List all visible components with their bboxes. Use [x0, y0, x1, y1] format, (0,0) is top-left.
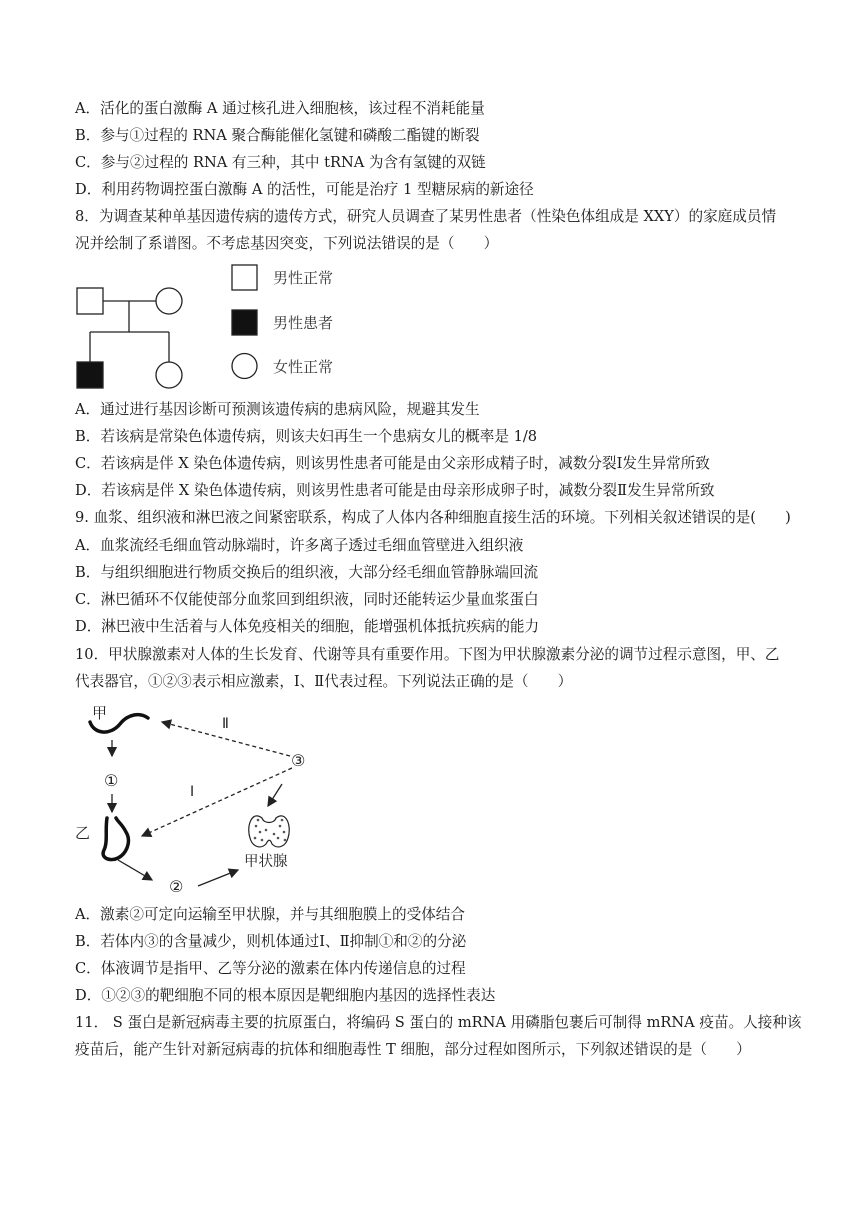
q7-option-c: C．参与②过程的 RNA 有三种，其中 tRNA 为含有氢键的双链: [75, 154, 486, 171]
q10-stem-line-1: 10．甲状腺激素对人体的生长发育、代谢等具有重要作用。下图为甲状腺激素分泌的调节过程示意图，甲、乙: [75, 646, 780, 663]
q8-option-c: C．若该病是伴 X 染色体遗传病，则该男性患者可能是由父亲形成精子时，减数分裂Ⅰ发生异常所致: [75, 455, 710, 472]
q10-option-c: C．体液调节是指甲、乙等分泌的激素在体内传递信息的过程: [75, 960, 466, 977]
q8-option-d: D．若该病是伴 X 染色体遗传病，则该男性患者可能是由母亲形成卵子时，减数分裂Ⅱ发生异常所致: [75, 482, 715, 499]
q8-stem-line-1: 8．为调查某种单基因遗传病的遗传方式，研究人员调查了某男性患者（性染色体组成是 XXY）的家庭成员情: [75, 208, 777, 225]
legend-male-affected-label: 男性患者: [273, 314, 334, 332]
legend-male-normal-label: 男性正常: [273, 269, 334, 287]
organ-a-label: 甲: [92, 704, 108, 722]
q8-option-b: B．若该病是常染色体遗传病，则该夫妇再生一个患病女儿的概率是 1/8: [75, 428, 538, 445]
q10-option-d: D．①②③的靶细胞不同的根本原因是靶细胞内基因的选择性表达: [75, 987, 496, 1004]
q9-option-c: C．淋巴循环不仅能使部分血浆回到组织液，同时还能转运少量血浆蛋白: [75, 591, 539, 608]
pedigree-chart: [70, 258, 370, 394]
hormone-3-label: ③: [291, 751, 306, 770]
legend-female-normal-symbol: [232, 354, 257, 379]
q9-option-b: B．与组织细胞进行物质交换后的组织液，大部分经毛细血管静脉端回流: [75, 564, 539, 581]
q11-stem-line-2: 疫苗后，能产生针对新冠病毒的抗体和细胞毒性 T 细胞，部分过程如图所示，下列叙述错误的是（ ）: [75, 1041, 751, 1058]
q7-option-a: A．活化的蛋白激酶 A 通过核孔进入细胞核，该过程不消耗能量: [75, 100, 485, 117]
q7-option-b: B．参与①过程的 RNA 聚合酶能催化氢键和磷酸二酯键的断裂: [75, 127, 480, 144]
legend-male-affected-symbol: [232, 310, 257, 335]
q10-stem-line-2: 代表器官，①②③表示相应激素，Ⅰ、Ⅱ代表过程。下列说法正确的是（ ）: [75, 673, 573, 690]
thyroid-label: 甲状腺: [244, 854, 288, 870]
q9-option-a: A．血浆流经毛细血管动脉端时，许多离子透过毛细血管壁进入组织液: [75, 537, 524, 554]
process-1-label: Ⅰ: [190, 784, 195, 800]
legend-female-normal-label: 女性正常: [273, 358, 334, 376]
q9-option-d: D．淋巴液中生活着与人体免疫相关的细胞，能增强机体抵抗疾病的能力: [75, 618, 540, 635]
hormone-2-label: ②: [169, 877, 184, 896]
son-male-affected-symbol: [77, 362, 103, 388]
q10-option-a: A．激素②可定向运输至甲状腺，并与其细胞膜上的受体结合: [75, 906, 465, 923]
organ-b-label: 乙: [75, 824, 91, 842]
mother-female-normal-symbol: [156, 288, 182, 314]
q8-option-a: A．通过进行基因诊断可预测该遗传病的患病风险，规避其发生: [75, 401, 480, 418]
q9-stem: 9. 血浆、组织液和淋巴液之间紧密联系，构成了人体内各种细胞直接生活的环境。下列相关叙述错误的是( ): [75, 509, 791, 526]
legend-male-normal-symbol: [232, 265, 257, 290]
organ-b-shape: [103, 818, 128, 860]
q7-option-d: D．利用药物调控蛋白激酶 A 的活性，可能是治疗 1 型糖尿病的新途径: [75, 181, 534, 198]
thyroid-regulation-diagram: [70, 700, 330, 900]
q8-stem-line-2: 况并绘制了系谱图。不考虑基因突变，下列说法错误的是（ ）: [75, 235, 499, 252]
father-male-normal-symbol: [77, 288, 103, 314]
hormone-1-label: ①: [104, 771, 119, 790]
daughter-female-normal-symbol: [156, 362, 182, 388]
q10-option-b: B．若体内③的含量减少，则机体通过Ⅰ、Ⅱ抑制①和②的分泌: [75, 933, 467, 950]
process-2-label: Ⅱ: [222, 716, 229, 732]
q11-stem-line-1: 11． S 蛋白是新冠病毒主要的抗原蛋白，将编码 S 蛋白的 mRNA 用磷脂包裹后可制得 mRNA 疫苗。人接种该: [75, 1014, 802, 1031]
